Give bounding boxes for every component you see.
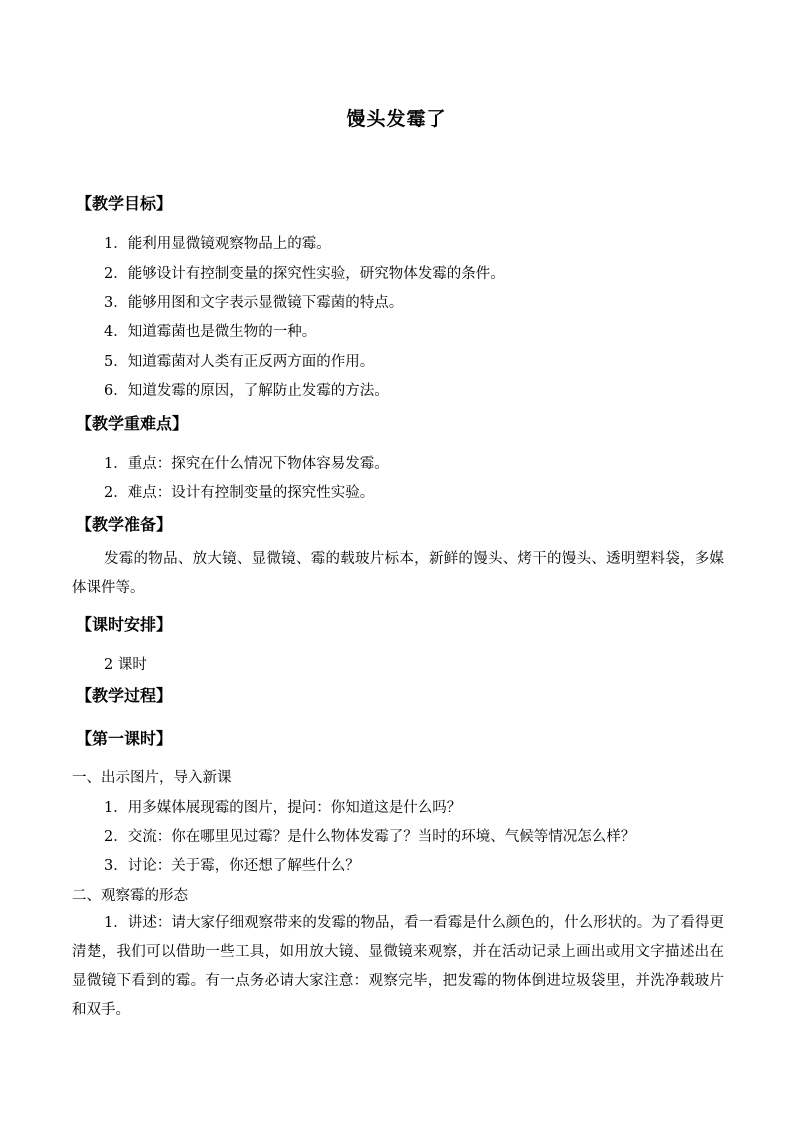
- objective-item: 3．能够用图和文字表示显微镜下霉菌的特点。: [104, 295, 404, 311]
- preparation-text: 发霉的物品、放大镜、显微镜、霉的载玻片标本，新鲜的馒头、烤干的馒头、透明塑料袋，多媒体课件等。: [72, 551, 724, 596]
- lesson-item: 1．用多媒体展现霉的图片，提问：你知道这是什么吗？: [104, 800, 462, 816]
- lesson-item: 2．交流：你在哪里见过霉？是什么物体发霉了？当时的环境、气候等情况怎么样？: [104, 829, 636, 845]
- schedule-text: 2 课时: [104, 657, 147, 673]
- key-point-item: 2．难点：设计有控制变量的探究性实验。: [104, 485, 375, 501]
- objective-item: 6．知道发霉的原因，了解防止发霉的方法。: [104, 383, 389, 399]
- heading-first-lesson: 【第一课时】: [76, 729, 173, 748]
- heading-preparation: 【教学准备】: [76, 515, 173, 534]
- heading-objectives: 【教学目标】: [76, 194, 173, 213]
- document-title: 馒头发霉了: [346, 108, 447, 130]
- section-title: 二、观察霉的形态: [72, 888, 188, 904]
- heading-process: 【教学过程】: [76, 686, 173, 705]
- objective-item: 1．能利用显微镜观察物品上的霉。: [104, 236, 331, 252]
- objective-item: 2．能够设计有控制变量的探究性实验，研究物体发霉的条件。: [104, 266, 505, 282]
- lesson-item: 3．讨论：关于霉，你还想了解些什么？: [104, 858, 360, 874]
- heading-key-points: 【教学重难点】: [76, 414, 189, 433]
- section-title: 一、出示图片，导入新课: [72, 770, 232, 786]
- heading-schedule: 【课时安排】: [76, 615, 173, 634]
- objective-item: 5．知道霉菌对人类有正反两方面的作用。: [104, 354, 375, 370]
- key-point-item: 1．重点：探究在什么情况下物体容易发霉。: [104, 456, 389, 472]
- objective-item: 4．知道霉菌也是微生物的一种。: [104, 324, 317, 340]
- lesson-paragraph: 1．讲述：请大家仔细观察带来的发霉的物品，看一看霉是什么颜色的，什么形状的。为了看得更清楚，我们可以借助一些工具，如用放大镜、显微镜来观察，并在活动记录上画出或用文字描述出在显微镜下看到的霉。有一点务必请大家注意：观察完毕，把发霉的物体倒进垃圾袋里，并洗净载玻片和双手。: [72, 915, 724, 1018]
